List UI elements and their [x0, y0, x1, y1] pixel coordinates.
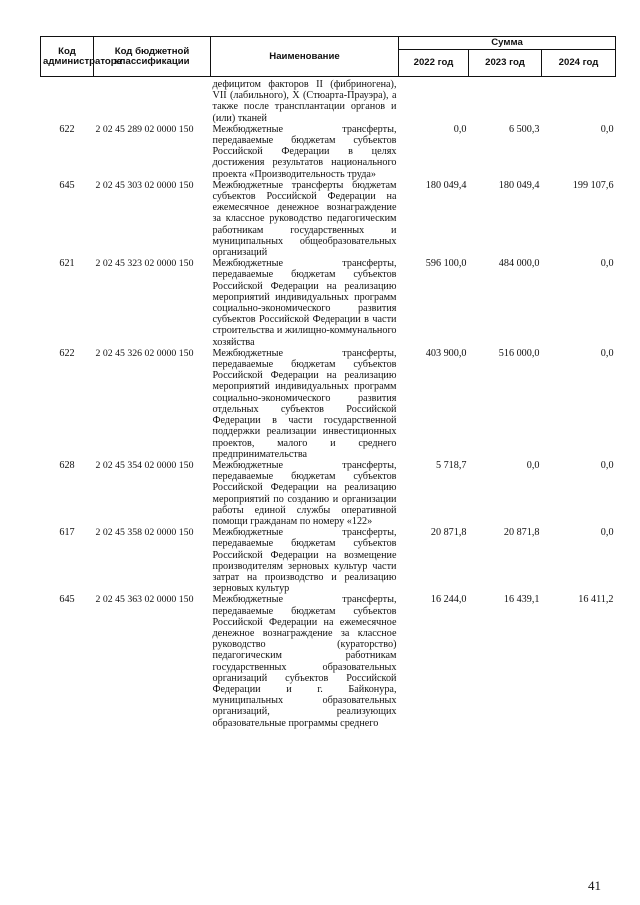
header-year-2022: 2022 год [399, 50, 469, 77]
table-row [41, 460, 616, 527]
value-2024: 16 411,2 [578, 594, 614, 606]
value-2024: 0,0 [600, 347, 614, 359]
table-row [41, 180, 616, 258]
row-name: Межбюджетные трансферты, передаваемые бюджетам субъектов Российской Федерации на ежемесячное денежное вознаграждение за классное руководство (кураторство) педагогическим работникам государственных образовательных организаций субъектов Российской Федерации и г. Байконура, муниципальных образовательных организаций, реализующих образовательные программы среднего [212, 594, 397, 729]
value-2023: 180 049,4 [498, 179, 540, 191]
table-row [41, 594, 616, 728]
header-budget-code: Код бюджетной классификации [94, 37, 211, 77]
admin-code: 617 [59, 527, 75, 539]
value-2024: 0,0 [600, 527, 614, 539]
budget-code: 2 02 45 363 02 0000 150 [95, 594, 194, 606]
value-2024: 0,0 [600, 123, 614, 135]
header-year-2023: 2023 год [469, 50, 542, 77]
budget-document-page [40, 36, 615, 729]
admin-code: 622 [59, 347, 75, 359]
value-2023: 484 000,0 [498, 258, 540, 270]
value-2024: 0,0 [600, 459, 614, 471]
budget-table [40, 36, 616, 729]
value-2024: 0,0 [600, 258, 614, 270]
table-row [41, 527, 616, 594]
budget-code: 2 02 45 358 02 0000 150 [95, 527, 194, 539]
value-2023: 0,0 [526, 459, 540, 471]
row-name: Межбюджетные трансферты, передаваемые бюджетам субъектов Российской Федерации в целях достижения результатов национального проекта «Производительность труда» [212, 123, 397, 180]
row-name: Межбюджетные трансферты, передаваемые бюджетам субъектов Российской Федерации на реализацию мероприятий индивидуальных программ социально-экономического развития субъектов Российской Федерации в части строительства и жилищно-коммунального хозяйства [212, 258, 397, 348]
budget-code: 2 02 45 326 02 0000 150 [95, 347, 194, 359]
table-row [41, 124, 616, 180]
value-2022: 0,0 [453, 123, 467, 135]
value-2022: 16 244,0 [430, 594, 467, 606]
header-year-2024: 2024 год [542, 50, 616, 77]
page-number: 41 [588, 878, 601, 893]
admin-code: 621 [59, 258, 75, 270]
value-2023: 16 439,1 [503, 594, 540, 606]
value-2024: 199 107,6 [572, 179, 614, 191]
table-row [41, 258, 616, 348]
value-2022: 180 049,4 [425, 179, 467, 191]
value-2022: 5 718,7 [435, 459, 467, 471]
row-name: Межбюджетные трансферты, передаваемые бюджетам субъектов Российской Федерации на возмещение производителям зерновых культур части затрат на производство и реализацию зерновых культур [212, 527, 397, 595]
budget-code: 2 02 45 354 02 0000 150 [95, 459, 194, 471]
budget-code: 2 02 45 289 02 0000 150 [95, 123, 194, 135]
table-row [41, 348, 616, 460]
continuation-name: дефицитом факторов II (фибриногена), VII (лабильного), X (Стюарта-Прауэра), а также после трансплантации органов и (или) тканей [212, 79, 397, 124]
row-name: Межбюджетные трансферты бюджетам субъектов Российской Федерации на ежемесячное денежное вознаграждение за классное руководство педагогическим работникам государственных и муниципальных общеобразовательных организаций [212, 179, 397, 259]
table-header-row [41, 37, 616, 50]
admin-code: 628 [59, 459, 75, 471]
value-2022: 596 100,0 [425, 258, 467, 270]
admin-code: 645 [59, 179, 75, 191]
value-2023: 20 871,8 [503, 527, 540, 539]
header-name: Наименование [211, 37, 399, 77]
header-admin-code: Код администратора [41, 37, 94, 77]
value-2022: 403 900,0 [425, 347, 467, 359]
budget-code: 2 02 45 303 02 0000 150 [95, 179, 194, 191]
value-2023: 516 000,0 [498, 347, 540, 359]
header-sum: Сумма [399, 37, 616, 50]
admin-code: 622 [59, 123, 75, 135]
table-row-continuation [41, 77, 616, 124]
value-2023: 6 500,3 [508, 123, 540, 135]
row-name: Межбюджетные трансферты, передаваемые бюджетам субъектов Российской Федерации на реализацию мероприятий индивидуальных программ социально-экономического развития отдельных субъектов Российской Федерации в части государственной поддержки реализации инвестиционных проектов, малого и среднего предпринимательства [212, 347, 397, 460]
budget-code: 2 02 45 323 02 0000 150 [95, 258, 194, 270]
admin-code: 645 [59, 594, 75, 606]
value-2022: 20 871,8 [430, 527, 467, 539]
row-name: Межбюджетные трансферты, передаваемые бюджетам субъектов Российской Федерации на реализацию мероприятий по созданию и организации работы единой службы оперативной помощи гражданам по номеру «122» [212, 459, 397, 527]
